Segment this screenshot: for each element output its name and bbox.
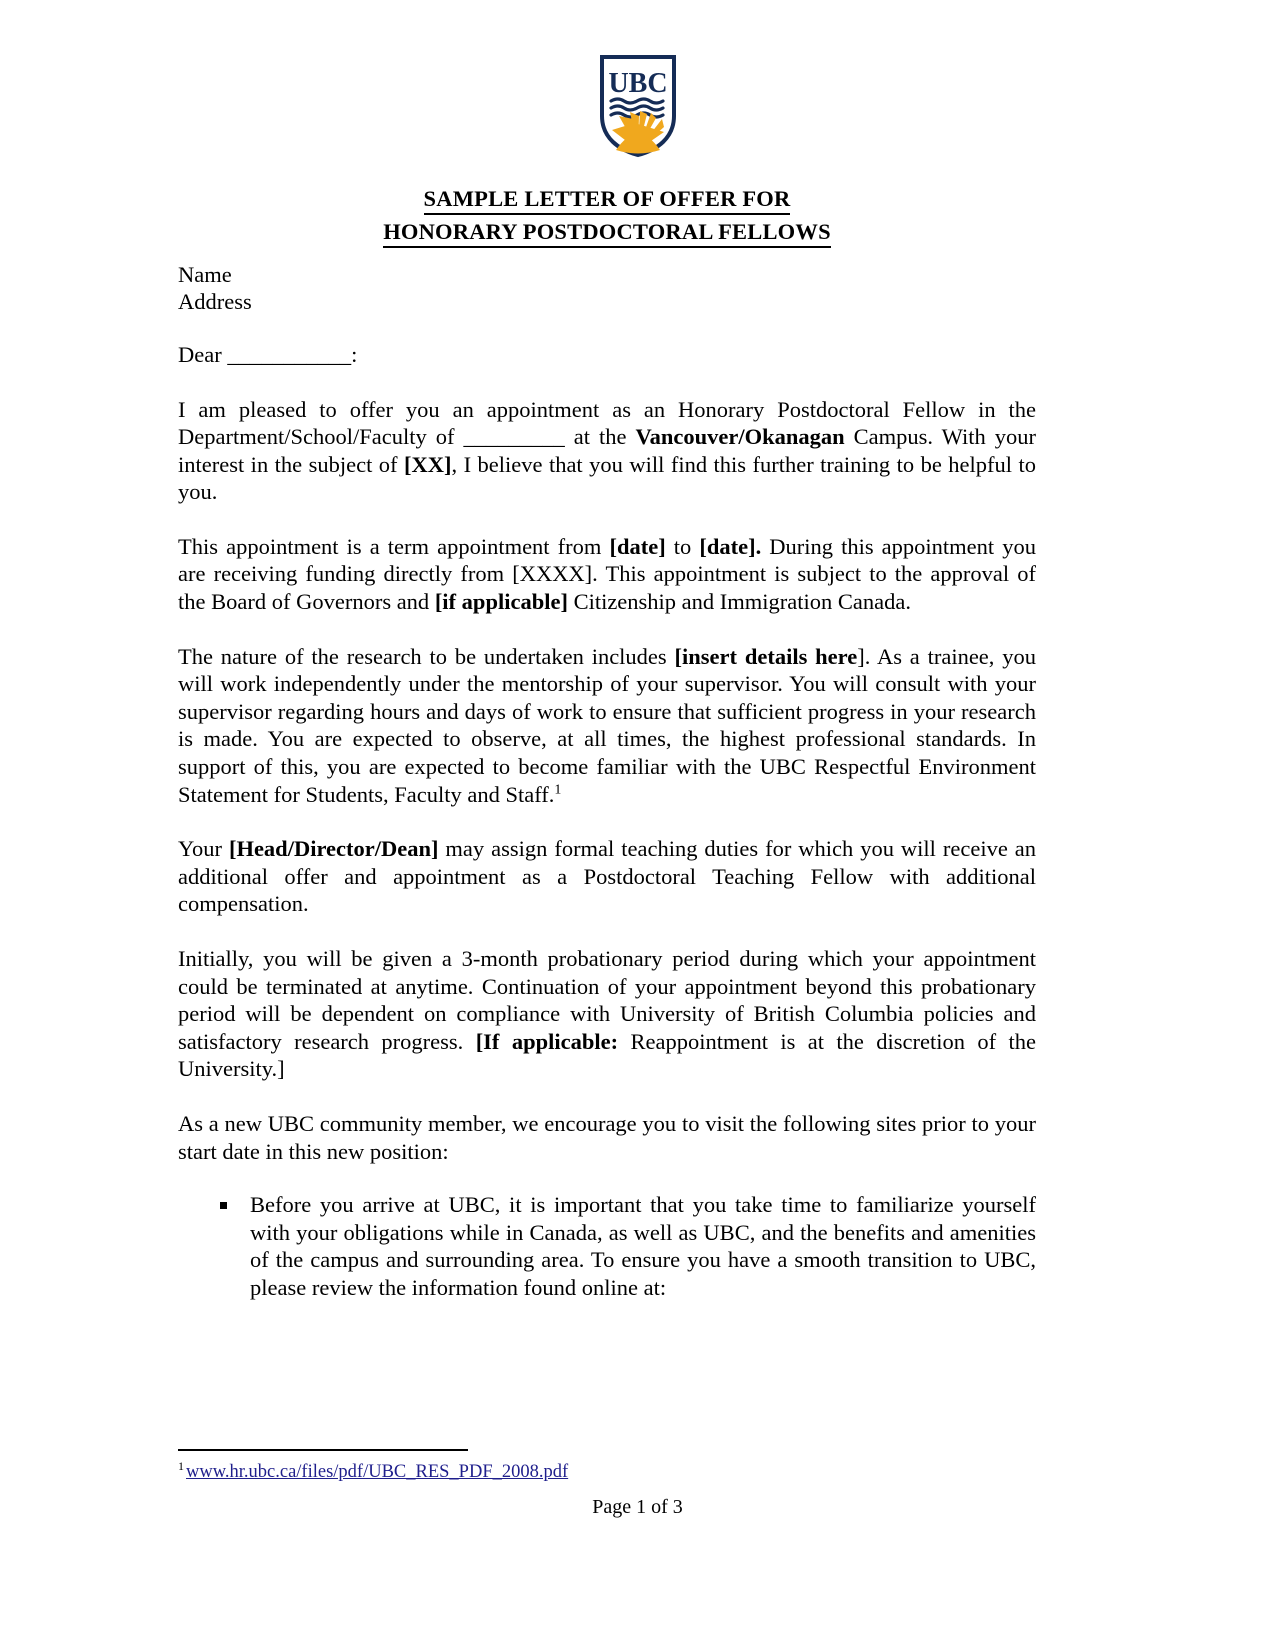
- p4-seg1: Your: [178, 836, 229, 862]
- paragraph-6: [178, 1110, 1036, 1165]
- p5-seg1: Initially, you will be given a 3-month probationary period during which your appointment could be terminated at anytime. Continuation of your appointment beyond this probationary period will be dependent on compliance with University of British Columbia policies and satisfactory research progress.: [178, 946, 1036, 1054]
- paragraph-4: [178, 835, 1036, 918]
- p2-seg3: During this appointment you are receiving funding directly from [XXXX]. This appointment is subject to the approval of the Board of Governors and: [178, 533, 1036, 615]
- title-line-1: SAMPLE LETTER OF OFFER FOR: [424, 184, 791, 215]
- p5-seg2: Reappointment is at the discretion of the University.]: [178, 1028, 1036, 1082]
- p3-seg2: ]. As a trainee, you will work independently under the mentorship of your supervisor. You will consult with your supervisor regarding hours and days of work to ensure that sufficient progress in your research is made. You are expected to observe, at all times, the highest professional standards. In support of this, you are expected to become familiar with the UBC Respectful Environment Statement for Students, Faculty and Staff.: [178, 643, 1036, 807]
- list-item-text: Before you arrive at UBC, it is important that you take time to familiarize yourself with your obligations while in Canada, as well as UBC, and the benefits and amenities of the campus and surrounding area. To ensure you have a smooth transition to UBC, please review the information found online at:: [250, 1192, 1036, 1300]
- page-title: [178, 184, 1036, 248]
- p2-seg1: This appointment is a term appointment from: [178, 533, 610, 559]
- paragraph-5: [178, 945, 1036, 1083]
- square-bullet-icon: [220, 1202, 227, 1209]
- p2-bold-date-from: [date]: [609, 533, 666, 559]
- logo-wordmark: UBC: [607, 68, 668, 99]
- ubc-shield-logo: [599, 54, 677, 158]
- footnote-hyperlink[interactable]: www.hr.ubc.ca/files/pdf/UBC_RES_PDF_2008.pdf: [186, 1462, 569, 1482]
- title-line-2: HONORARY POSTDOCTORAL FELLOWS: [383, 217, 831, 248]
- p2-bold-date-to: [date].: [699, 533, 762, 559]
- p1-seg1: I am pleased to offer you an appointment as an Honorary Postdoctoral Fellow in the Department/School/Faculty of _________ at the: [178, 396, 1036, 450]
- page-footer: [0, 1496, 1275, 1519]
- p3-bold-insert-details: [insert details here: [674, 643, 858, 669]
- footnote-marker-1: 1: [554, 782, 562, 798]
- p4-seg2: may assign formal teaching duties for which you will receive an additional offer and appointment as a Postdoctoral Teaching Fellow with additional compensation.: [178, 836, 1036, 917]
- logo-block: [0, 54, 1275, 158]
- recipient-address-line: Address: [178, 288, 252, 314]
- footnote-separator-rule: [178, 1449, 468, 1451]
- p1-seg3: , I believe that you will find this further training to be helpful to you.: [178, 451, 1036, 505]
- p1-bold-subject: [XX]: [404, 451, 452, 477]
- p2-seg2: to: [665, 533, 700, 559]
- p3-seg1: The nature of the research to be undertaken includes: [178, 643, 675, 669]
- footnote-entry: [178, 1460, 1036, 1483]
- p5-bold-if-applicable: [If applicable:: [475, 1028, 619, 1054]
- recipient-name-line: Name: [178, 262, 232, 287]
- p6-seg1: As a new UBC community member, we encourage you to visit the following sites prior to your start date in this new position:: [178, 1110, 1036, 1164]
- footnote-number: 1: [178, 1459, 184, 1474]
- pre-arrival-list: [178, 1191, 1036, 1301]
- p4-bold-head-director-dean: [Head/Director/Dean]: [228, 836, 439, 862]
- list-item: [178, 1191, 1036, 1301]
- p2-seg4: Citizenship and Immigration Canada.: [567, 589, 911, 615]
- p1-seg2: Campus. With your interest in the subject of: [178, 424, 1036, 477]
- paragraph-1: [178, 396, 1036, 506]
- page-number-label: Page 1 of 3: [592, 1496, 683, 1518]
- p1-bold-campus: Vancouver/Okanagan: [635, 424, 845, 450]
- paragraph-3: [178, 643, 1036, 809]
- paragraph-2: [178, 533, 1036, 616]
- salutation: Dear ___________:: [178, 342, 358, 367]
- footnote-area: [178, 1449, 1036, 1483]
- letter-body: [178, 262, 1036, 1302]
- p2-bold-if-applicable: [if applicable]: [434, 589, 568, 615]
